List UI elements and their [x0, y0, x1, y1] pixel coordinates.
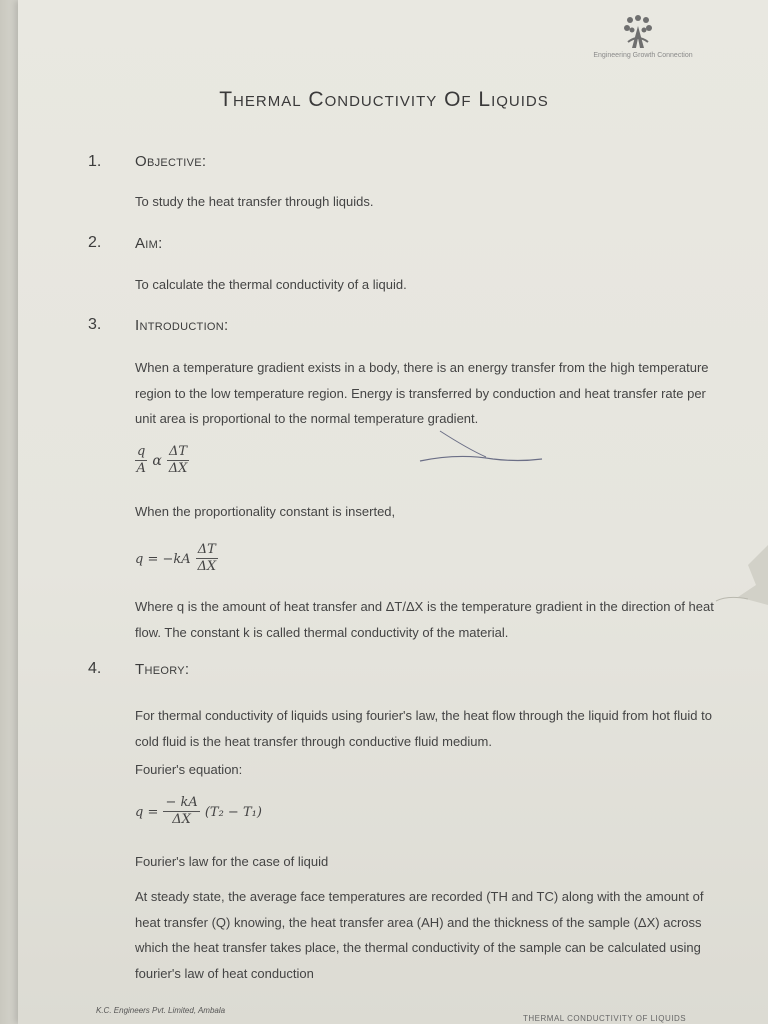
company-emblem-icon: [618, 12, 658, 56]
introduction-paragraph: When a temperature gradient exists in a body, there is an energy transfer from the high temperature region to the low temperature region. Energy is transferred by conduction and heat transfer rate per unit area is proportional to the normal temperature gradient.: [135, 360, 709, 426]
eq1-rhs-numerator: ΔT: [168, 444, 188, 459]
eq2-numerator: ΔT: [197, 542, 216, 557]
eq3-lhs: q =: [135, 805, 159, 820]
aim-text: To calculate the thermal conductivity of a liquid.: [135, 277, 407, 292]
footer-document-title: THERMAL CONDUCTIVITY OF LIQUIDS: [523, 1014, 687, 1023]
eq1-lhs-denominator: A: [136, 461, 146, 476]
section-heading-theory: Theory:: [135, 661, 190, 678]
proportionality-text: When the proportionality constant is inserted,: [135, 504, 396, 519]
steady-state-paragraph: At steady state, the average face temperatures are recorded (TH and TC) along with the amount of heat transfer (Q) knowing, the heat transfer area (AH) and the thickness of the sample (ΔX) across which the heat transfer takes place, the thermal conductivity of the sample can be calculated using fourier's law of heat conduction: [135, 889, 704, 981]
fourier-liquid-label: Fourier's law for the case of liquid: [135, 854, 329, 869]
fourier-equation: [135, 795, 262, 828]
section-heading-aim: Aim:: [135, 235, 163, 252]
eq3-numerator: − kA: [165, 795, 198, 810]
eq1-rhs-denominator: ΔX: [168, 461, 188, 476]
section-number: 2.: [88, 234, 102, 251]
eq3-rhs: (T₂ − T₁): [204, 805, 262, 820]
eq3-denominator: ΔX: [172, 812, 191, 827]
section-number: 4.: [88, 660, 102, 677]
gradient-explanation: Where q is the amount of heat transfer and ΔT/ΔX is the temperature gradient in the direction of heat flow. The constant k is called thermal conductivity of the material.: [135, 599, 714, 640]
objective-text: To study the heat transfer through liquids.: [135, 194, 374, 209]
document-page: [18, 0, 768, 1024]
proportionality-equation: [135, 444, 189, 477]
section-heading-objective: Objective:: [135, 153, 207, 170]
paper-edge: [0, 0, 18, 1024]
fouriers-equation-label: Fourier's equation:: [135, 762, 243, 777]
section-number: 3.: [88, 316, 102, 333]
section-heading-introduction: Introduction:: [135, 317, 229, 334]
page-title: Thermal Conductivity Of Liquids: [219, 88, 549, 111]
theory-paragraph: For thermal conductivity of liquids using fourier's law, the heat flow through the liquid from hot fluid to cold fluid is the heat transfer through conductive fluid medium.: [135, 708, 712, 749]
eq1-lhs-numerator: q: [137, 444, 146, 459]
pen-mark-scribble: [418, 425, 548, 465]
conduction-equation: [135, 542, 218, 575]
section-number: 1.: [88, 153, 102, 170]
logo-caption: Engineering Growth Connection: [593, 52, 693, 59]
eq2-lhs: q = −kA: [135, 552, 191, 567]
footer-company: K.C. Engineers Pvt. Limited, Ambala: [96, 1006, 226, 1015]
eq1-relation: α: [152, 453, 162, 469]
eq2-denominator: ΔX: [197, 559, 217, 574]
